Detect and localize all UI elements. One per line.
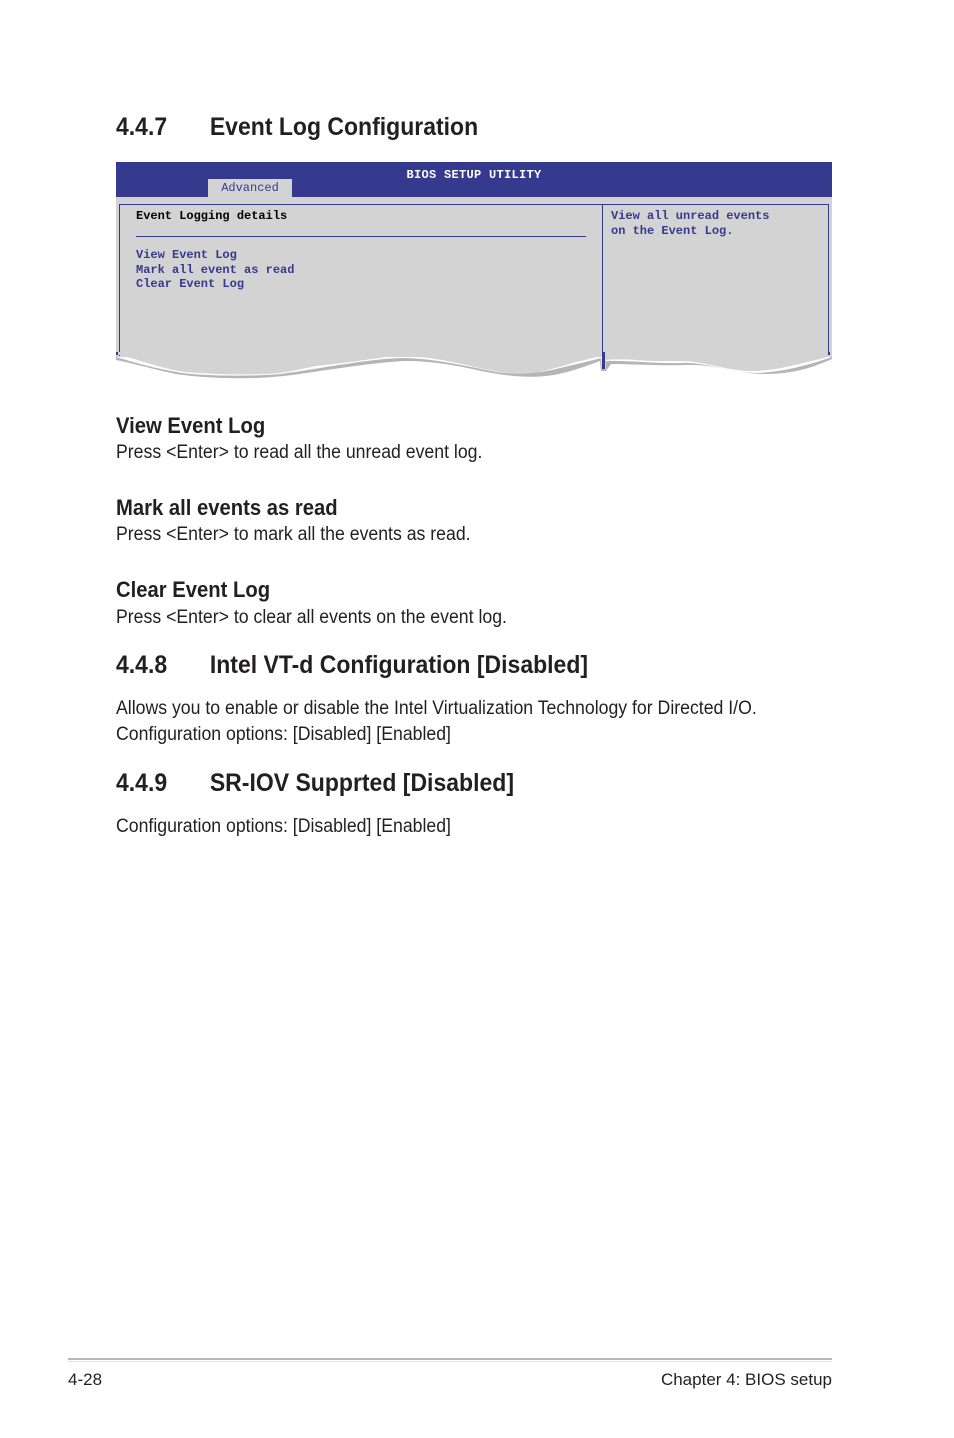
bios-body xyxy=(116,197,832,357)
desc-clear-event-log: Press <Enter> to clear all events on the event log. xyxy=(116,607,507,628)
sriov-options: Configuration options: [Disabled] [Enabled] xyxy=(116,816,451,837)
torn-edge-graphic xyxy=(116,352,832,387)
help-line-1: View all unread events xyxy=(611,209,770,223)
desc-view-event-log: Press <Enter> to read all the unread event log. xyxy=(116,442,483,463)
footer-rule-light xyxy=(68,1361,832,1362)
bios-help-pane xyxy=(602,204,829,356)
section-number: 4.4.8 xyxy=(116,651,168,679)
bios-title: BIOS SETUP UTILITY xyxy=(406,168,542,182)
section-title: SR-IOV Supprted [Disabled] xyxy=(209,769,514,797)
section-number: 4.4.7 xyxy=(116,113,168,141)
subheading-clear-event-log: Clear Event Log xyxy=(116,577,271,602)
page-number: 4-28 xyxy=(68,1370,103,1389)
help-line-2: on the Event Log. xyxy=(611,224,734,238)
subheading-view-event-log: View Event Log xyxy=(116,413,266,438)
bios-header-bar xyxy=(116,162,832,197)
menu-item-view-event-log[interactable]: View Event Log xyxy=(136,248,237,262)
tab-advanced[interactable]: Advanced xyxy=(208,179,292,197)
bios-divider xyxy=(136,236,586,237)
vtd-options: Configuration options: [Disabled] [Enabled] xyxy=(116,724,451,745)
desc-mark-all-read: Press <Enter> to mark all the events as read. xyxy=(116,524,471,545)
footer-rule xyxy=(68,1358,832,1360)
left-pane-title: Event Logging details xyxy=(136,209,288,223)
section-heading-4-4-9 xyxy=(116,768,514,798)
bios-screenshot xyxy=(116,162,832,387)
section-title: Intel VT-d Configuration [Disabled] xyxy=(209,651,589,679)
section-heading-4-4-7 xyxy=(116,112,478,142)
section-heading-4-4-8 xyxy=(116,650,588,680)
menu-item-mark-all-read[interactable]: Mark all event as read xyxy=(136,263,295,277)
subheading-mark-all-read: Mark all events as read xyxy=(116,495,338,520)
bios-left-pane xyxy=(119,204,602,356)
section-number: 4.4.9 xyxy=(116,769,168,797)
chapter-label: Chapter 4: BIOS setup xyxy=(660,1370,832,1389)
section-title: Event Log Configuration xyxy=(209,113,479,141)
vtd-description: Allows you to enable or disable the Intel Virtualization Technology for Directed I/O. xyxy=(116,698,757,719)
menu-item-clear-event-log[interactable]: Clear Event Log xyxy=(136,277,245,291)
